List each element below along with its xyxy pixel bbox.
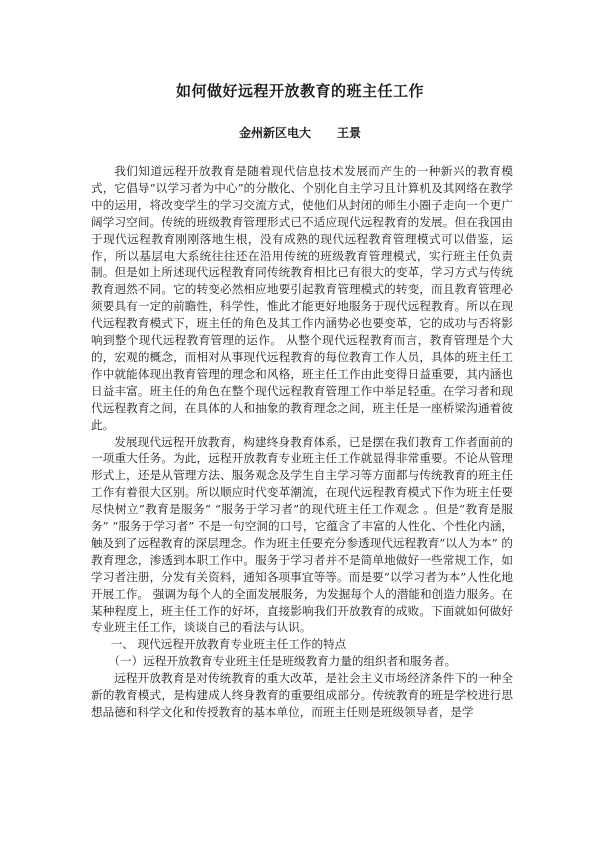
body-paragraph: 发展现代远程开放教育，构建终身教育体系，已是摆在我们教育工作者面前的一项重大任务。为此，远程开放教育专业班主任工作就显得非常重要。不论从管理形式上，还是从管理方法、服务观念及学生自主学习等方面都与传统教育的班主任工作有着很大区别。所以顺应时代变革潮流，在现代远程教育模式下作为班主任要尽快树立”教育是服务” “服务于学习者”的现代班主任工作观念 。但是“教育是服务” “服务于学习者” 不是一句空洞的口号，它蕴含了丰富的人性化、个性化内涵，触及到了远程教育的深层理念。作为班主任要充分参透现代远程教育”以人为本” 的教育理念，渗透到本职工作中。服务于学习者并不是简单地做好一些常规工作，如学习者注册，分发有关资料，通知各项事宜等等。而是要”以学习者为本”人性化地开展工作。 强调为每个人的全面发展服务，为发掘每个人的潜能和创造力服务。在某种程度上，班主任工作的好坏，直接影响我们开放教育的成败。下面就如何做好专业班主任工作，谈谈自己的看法与认识。 (91, 434, 513, 635)
section-heading: 一、 现代远程开放教育专业班主任工作的特点 (110, 637, 347, 652)
author-byline (0, 124, 600, 141)
author-name: 王景 (337, 126, 362, 140)
document-body (91, 163, 513, 721)
author-institution: 金州新区电大 (238, 126, 311, 140)
document-title: 如何做好远程开放教育的班主任工作 (175, 82, 424, 100)
subsection-heading: （一）远程开放教育专业班主任是班级教育力量的组织者和服务者。 (108, 654, 457, 669)
body-paragraph: 远程开放教育是对传统教育的重大改革，是社会主义市场经济条件下的一种全新的教育模式，是构建成人终身教育的重要组成部分。传统教育的班是学校进行思想品德和科学文化和传授教育的基本单位，而班主任则是班级领导者，是学 (91, 671, 513, 719)
body-paragraph: 我们知道远程开放教育是随着现代信息技术发展而产生的一种新兴的教育模式，它倡导“以学习者为中心”的分散化、个别化自主学习且计算机及其网络在教学中的运用，将改变学生的学习交流方式，使他们从封闭的师生小圈子走向一个更广阔学习空间。传统的班级教育管理形式已不适应现代远程教育的发展。但在我国由于现代远程教育刚刚落地生根，没有成熟的现代远程教育管理模式可以借鉴，运作，所以基层电大系统往往还在沿用传统的班级教育管理模式，实行班主任负责制。但是如上所述现代远程教育同传统教育相比已有很大的变革，学习方式与传统教育迥然不同。它的转变必然相应地要引起教育管理模式的转变，而且教育管理必须要具有一定的前瞻性，科学性，惟此才能更好地服务于现代远程教育。所以在现代远程教育模式下，班主任的角色及其工作内涵势必也要变革，它的成功与否将影响到整个现代远程教育管理的运作。 从整个现代远程教育而言，教育管理是个大的，宏观的概念，而相对从事现代远程教育的每位教育工作人员，具体的班主任工作中就能体现出教育管理的理念和风格，班主任工作由此变得日益重要，其内涵也日益丰富。班主任的角色在整个现代远程教育管理工作中举足轻重。在学习者和现代远程教育之间，在具体的人和抽象的教育理念之间，班主任是一座桥梁沟通着彼此。 (91, 164, 513, 432)
